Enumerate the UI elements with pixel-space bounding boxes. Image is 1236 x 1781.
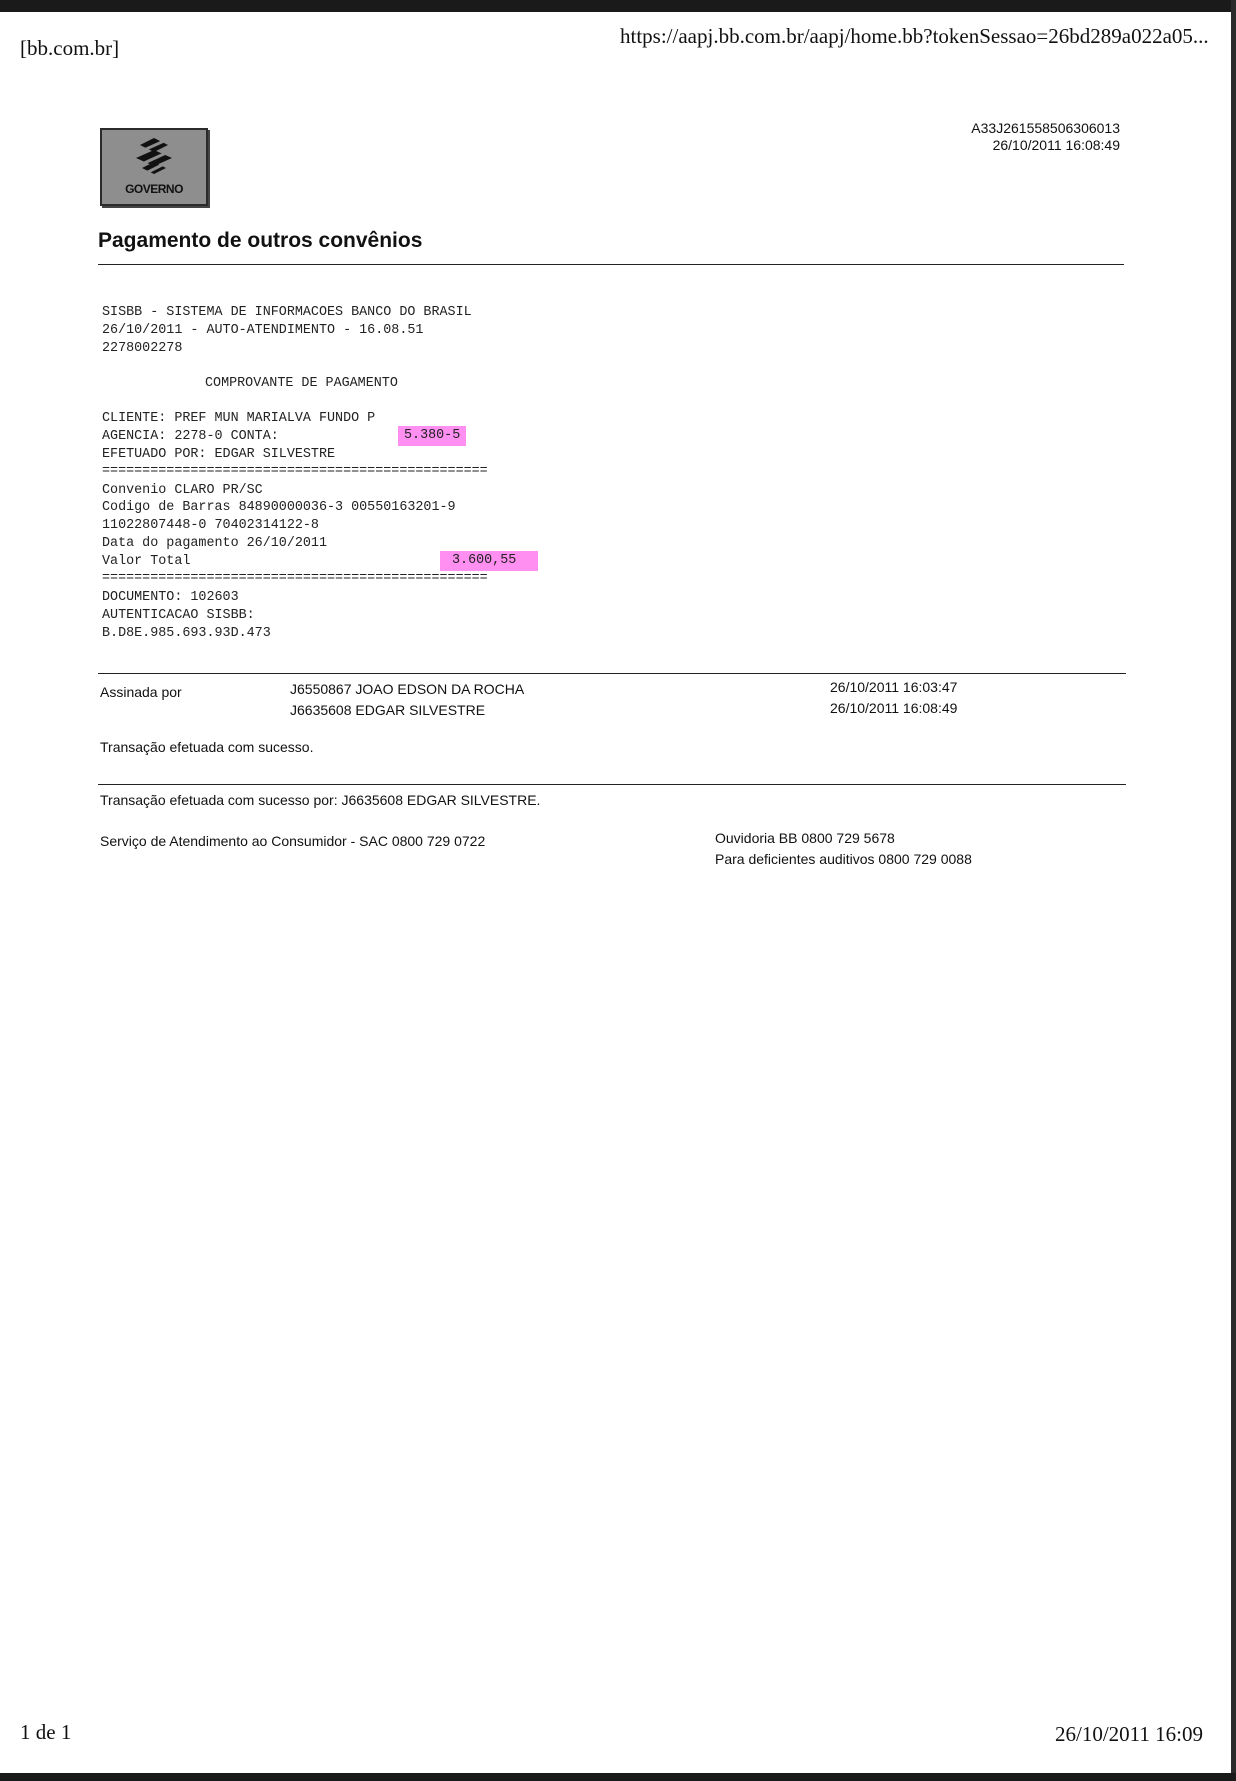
receipt-terminal: 2278002278 xyxy=(102,341,183,356)
receipt-efetuado: EFETUADO POR: EDGAR SILVESTRE xyxy=(102,447,336,462)
receipt-data-pagamento: Data do pagamento 26/10/2011 xyxy=(102,536,327,551)
signer-1: J6550867 JOAO EDSON DA ROCHA xyxy=(290,681,525,697)
print-header-site: [bb.com.br] xyxy=(20,36,120,60)
signatures-divider xyxy=(98,673,1126,674)
contact-ouvidoria: Ouvidoria BB 0800 729 5678 xyxy=(715,830,895,846)
title-divider xyxy=(98,264,1124,265)
receipt-header-line1: SISBB - SISTEMA DE INFORMACOES BANCO DO BRASIL xyxy=(102,305,472,320)
contact-sac: Serviço de Atendimento ao Consumidor - SAC 0800 729 0722 xyxy=(100,833,486,849)
status-message: Transação efetuada com sucesso. xyxy=(100,739,314,755)
reference-code: A33J261558506306013 xyxy=(971,120,1120,136)
print-header-url: https://aapj.bb.com.br/aapj/home.bb?tokenSessao=26bd289a022a05... xyxy=(620,24,1209,48)
receipt-convenio: Convenio CLARO PR/SC xyxy=(102,483,263,498)
receipt-conta-value: 5.380-5 xyxy=(398,426,466,446)
scan-right-border xyxy=(1231,0,1236,1781)
signer-2-datetime: 26/10/2011 16:08:49 xyxy=(830,700,958,716)
receipt-title: COMPROVANTE DE PAGAMENTO xyxy=(205,376,398,391)
signer-1-datetime: 26/10/2011 16:03:47 xyxy=(830,679,958,695)
receipt-autenticacao-value: B.D8E.985.693.93D.473 xyxy=(102,626,271,641)
receipt-separator-2: ================================================ xyxy=(102,571,488,586)
reference-datetime: 26/10/2011 16:08:49 xyxy=(992,137,1120,153)
receipt-autenticacao-label: AUTENTICACAO SISBB: xyxy=(102,608,255,623)
governo-logo xyxy=(100,128,208,206)
signer-2: J6635608 EDGAR SILVESTRE xyxy=(290,702,486,718)
scan-bottom-border xyxy=(0,1773,1236,1781)
receipt-documento: DOCUMENTO: 102603 xyxy=(102,590,239,605)
signed-by-label: Assinada por xyxy=(100,684,182,700)
receipt-barcode-line2: 11022807448-0 70402314122-8 xyxy=(102,518,319,533)
bank-logo-icon xyxy=(132,136,176,176)
receipt-barcode-line1: Codigo de Barras 84890000036-3 00550163201-9 xyxy=(102,500,456,515)
receipt-valor-value: 3.600,55 xyxy=(440,551,538,571)
receipt-cliente: CLIENTE: PREF MUN MARIALVA FUNDO P xyxy=(102,411,376,426)
receipt-agencia: AGENCIA: 2278-0 CONTA: xyxy=(102,429,279,444)
scan-top-border xyxy=(0,0,1236,12)
receipt-valor-label: Valor Total xyxy=(102,554,191,569)
print-footer-datetime: 26/10/2011 16:09 xyxy=(1055,1722,1203,1746)
receipt-header-line2: 26/10/2011 - AUTO-ATENDIMENTO - 16.08.51 xyxy=(102,323,424,338)
contact-deficientes: Para deficientes auditivos 0800 729 0088 xyxy=(715,851,972,867)
success-divider xyxy=(98,784,1126,785)
logo-text: GOVERNO xyxy=(125,182,183,196)
print-footer-page: 1 de 1 xyxy=(20,1720,72,1744)
page-title: Pagamento de outros convênios xyxy=(98,229,423,252)
receipt-separator: ================================================ xyxy=(102,464,488,479)
success-by: Transação efetuada com sucesso por: J6635608 EDGAR SILVESTRE. xyxy=(100,792,541,808)
